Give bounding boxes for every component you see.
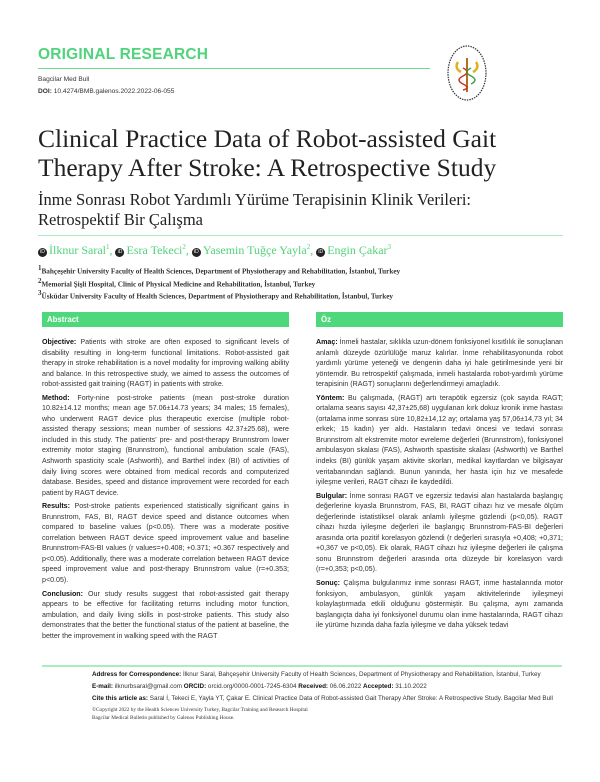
title-divider (38, 235, 563, 236)
abstract-method: Method: Forty-nine post-stroke patients (mean post-stroke duration 10.82±14.12 months; mean age 57.06±14.73 years; 34 males; 15 females), who underwent RAGT device plus therapeutic exercise (multiple robot-assisted therapy sessions; mean number of sessions 42.37±25.68), were included in this study. The patients' pre- and post-therapy Brunnstrom lower extremity motor staging (Brunnstrom), functional ambulation scale (FAS), Ashworth spasticity scale (Ashworth), and Barthel index (BI) of activities of daily living scores were obtained from medical records and computerized database. Besides, speed and distance improvement were recorded for each patient by RAGT device. (42, 393, 289, 497)
oz-yontem: Yöntem: Bu çalışmada, (RAGT) artı terapötik egzersiz (çok sayıda RAGT; ortalama seans sayısı 42,37±25,68) uygulanan kırk dokuz kronik inme hastası (ortalama inme sonrası süre 10,82±14,12 ay; ortalama yaş 57,06±14,73 yıl; 34 erkek; 15 kadın) yer aldı. Hastaların tedavi öncesi ve tedavi sonrası Brunnstrom alt ekstremite motor evreleme değerleri (Brunnstrom), fonksiyonel ambulasyon skalası (FAS), Ashworth spastisite skalası (Ashworth) ve Barthel indeks (BI) günlük yaşam aktivite skorları, medikal kayıtlardan ve bilgisayar veritabanından sağlandı. Bunun yanında, her hasta için hız ve mesafede iyileşme verileri, RAGT cihazı ile kaydedildi. (316, 393, 563, 487)
correspondence-block (92, 670, 564, 722)
abstract-results: Results: Post-stroke patients experienced statistically significant gains in Brunnstrom, FAS, BI, RAGT device speed and distance outcomes when compared to baseline values (p<0.05). There was a moderate positive correlation between RAGT device speed improvement value and baseline Brunnstrom-FAS-BI values (r values=+0.408; +0.371; +0.367 respectively and p<0.05). Additionally, there was a moderate correlation between RAGT device speed improvement value and post-therapy Brunnstrom value (r=+0.353; p<0.05). (42, 502, 289, 585)
address: Address for Correspondence: İlknur Saral, Bahçeşehir University Faculty of Health Sciences, Department of Physiotherapy and Rehabilitation, İstanbul, Turkey (92, 671, 541, 678)
orcid-link[interactable]: orcid.org/0000-0001-7245-6304 (206, 683, 299, 690)
oz-sonuc: Sonuç: Çalışma bulgularımız inme sonrası RAGT, inme hastalarında motor fonksiyon, ambulasyon, günlük yaşam aktivitelerinde iyileşmeyi kolaylaştırmada etkili olduğunu göstermiştir. Bu çalışma, aynı zamanda başlangıçta daha iyi fonksiyonel durumu olan inme hastalarında, RAGT cihazı ile yürüme hızında daha fazla iyileşme ve daha yüksek tedavi (316, 579, 563, 630)
author[interactable]: iD Yasemin Tuğçe Yayla$^2$ (192, 243, 310, 257)
affiliation: $^2$Memorial Şişli Hospital, Clinic of Physical Medicine and Rehabilitation, İstanbul, Turkey (38, 277, 316, 289)
abstract-objective: Objective: Patients with stroke are often exposed to significant levels of disability resulting in long-term functional limitations. Robot-assisted gait therapy in stroke rehabilitation is a novel modality for improving walking ability and balance. In this retrospective study, we aimed to assess the outcomes of robot-assisted gait training (RAGT) in patients with stroke. (42, 338, 289, 389)
contact-line: E-mail: ilknurbsaral@gmail.com ORCID: orcid.org/0000-0001-7245-6304 Received: 06.06.2022 Accepted: 31.10.2022 (92, 683, 427, 690)
orcid-icon[interactable]: iD (316, 248, 325, 257)
oz-amac: Amaç: İnmeli hastalar, sıklıkla uzun-dönem fonksiyonel kısıtlılık ile sonuçlanan anlamlı düzeyde özürlülüğe maruz kalırlar. İnme rehabilitasyonunda robot yardımlı yürüme yeteneği ve dengenin daha iyi hale getirilmesinde yeni bir yöntemdir. Bu retrospektif çalışmada, inmeli hastalarda robot-yardımlı yürüme terapisinin (RAGT) sonuçlarını değerlendirmeyi amaçladık. (316, 338, 563, 389)
email-link[interactable]: ilknurbsaral@gmail.com (113, 683, 184, 690)
header-divider (38, 68, 430, 69)
oz-bulgular: Bulgular: İnme sonrası RAGT ve egzersiz tedavisi alan hastalarda başlangıç değerlerine kıyasla Brunnstrom, FAS, BI, RAGT cihazı hız ve mesafe ölçüm değerlerinde istatistiksel olarak anlamlı iyileşme gözlendi (p<0,05). RAGT cihazı hızda iyileşme değerleri ile başlangıç Brunnstrom-FAS-BI değerleri arasında orta pozitif korelasyon gözlendi (r değerleri sırasıyla +0,408; +0,371; +0,367 ve p<0,05). Ek olarak, RAGT cihazı hız iyileşme değerleri ile çalışma sonu Brunnstrom değerleri arasında orta düzeyde bir korelasyon vardı (r=+0,353; p<0,05). (316, 491, 563, 574)
author[interactable]: iD İlknur Saral$^1$ (38, 243, 109, 257)
orcid-icon[interactable]: iD (192, 248, 201, 257)
article-title: Clinical Practice Data of Robot-assisted Gait Therapy After Stroke: A Retrospective Study (38, 124, 497, 182)
abstract-conclusion: Conclusion: Our study results suggest that robot-assisted gait therapy appears to be effective for facilitating returns including motor function, ambulation, and daily living skills in post-stroke patients. This study also demonstrates that the better the functional status of the patient at baseline, the better the improvement in walking speed with the RAGT (42, 589, 289, 640)
section-label: ORIGINAL RESEARCH (38, 46, 209, 63)
doi[interactable] (38, 88, 174, 95)
doi-value[interactable]: 10.4274/BMB.galenos.2022.2022-06-055 (53, 88, 175, 95)
orcid-icon[interactable]: iD (38, 248, 47, 257)
copyright: ©Copyright 2022 by the Health Sciences University Turkey, Bagcilar Training and Research Hospital (92, 707, 308, 713)
author[interactable]: iD Engin Çakar$^3$ (316, 243, 391, 257)
abstract-heading: Abstract (42, 312, 289, 327)
orcid-icon[interactable]: iD (115, 248, 124, 257)
doi-label: DOI: (38, 88, 52, 95)
journal-name: Bagcilar Med Bull (38, 76, 90, 83)
abstract-body (42, 337, 289, 644)
citation: Cite this article as: Saral İ, Tekeci E, Yayla YT, Çakar E. Clinical Practice Data of Robot-assisted Gait Therapy After Stroke: A Retrospective Study. Bagcilar Med Bull (92, 695, 553, 702)
footer-divider (42, 665, 562, 667)
copyright-publisher: Bagcilar Medical Bulletin published by Galenos Publishing House. (92, 715, 235, 721)
oz-heading: Öz (316, 312, 563, 327)
article-subtitle-turkish: İnme Sonrası Robot Yardımlı Yürüme Terapisinin Klinik Verileri: Retrospektif Bir Çalışma (38, 190, 472, 229)
oz-body (316, 337, 563, 634)
author-list: iD İlknur Saral$^1$, iD Esra Tekeci$^2$, iD Yasemin Tuğçe Yayla$^2$, iD Engin Çakar$^3$ (38, 243, 391, 258)
affiliation: $^1$Bahçeşehir University Faculty of Health Sciences, Department of Physiotherapy and Rehabilitation, İstanbul, Turkey (38, 264, 401, 276)
affiliation: $^3$Üsküdar University Faculty of Health Sciences, Department of Physiotherapy and Rehabilitation, İstanbul, Turkey (38, 289, 393, 301)
journal-logo (446, 44, 488, 102)
author[interactable]: iD Esra Tekeci$^2$ (115, 243, 185, 257)
